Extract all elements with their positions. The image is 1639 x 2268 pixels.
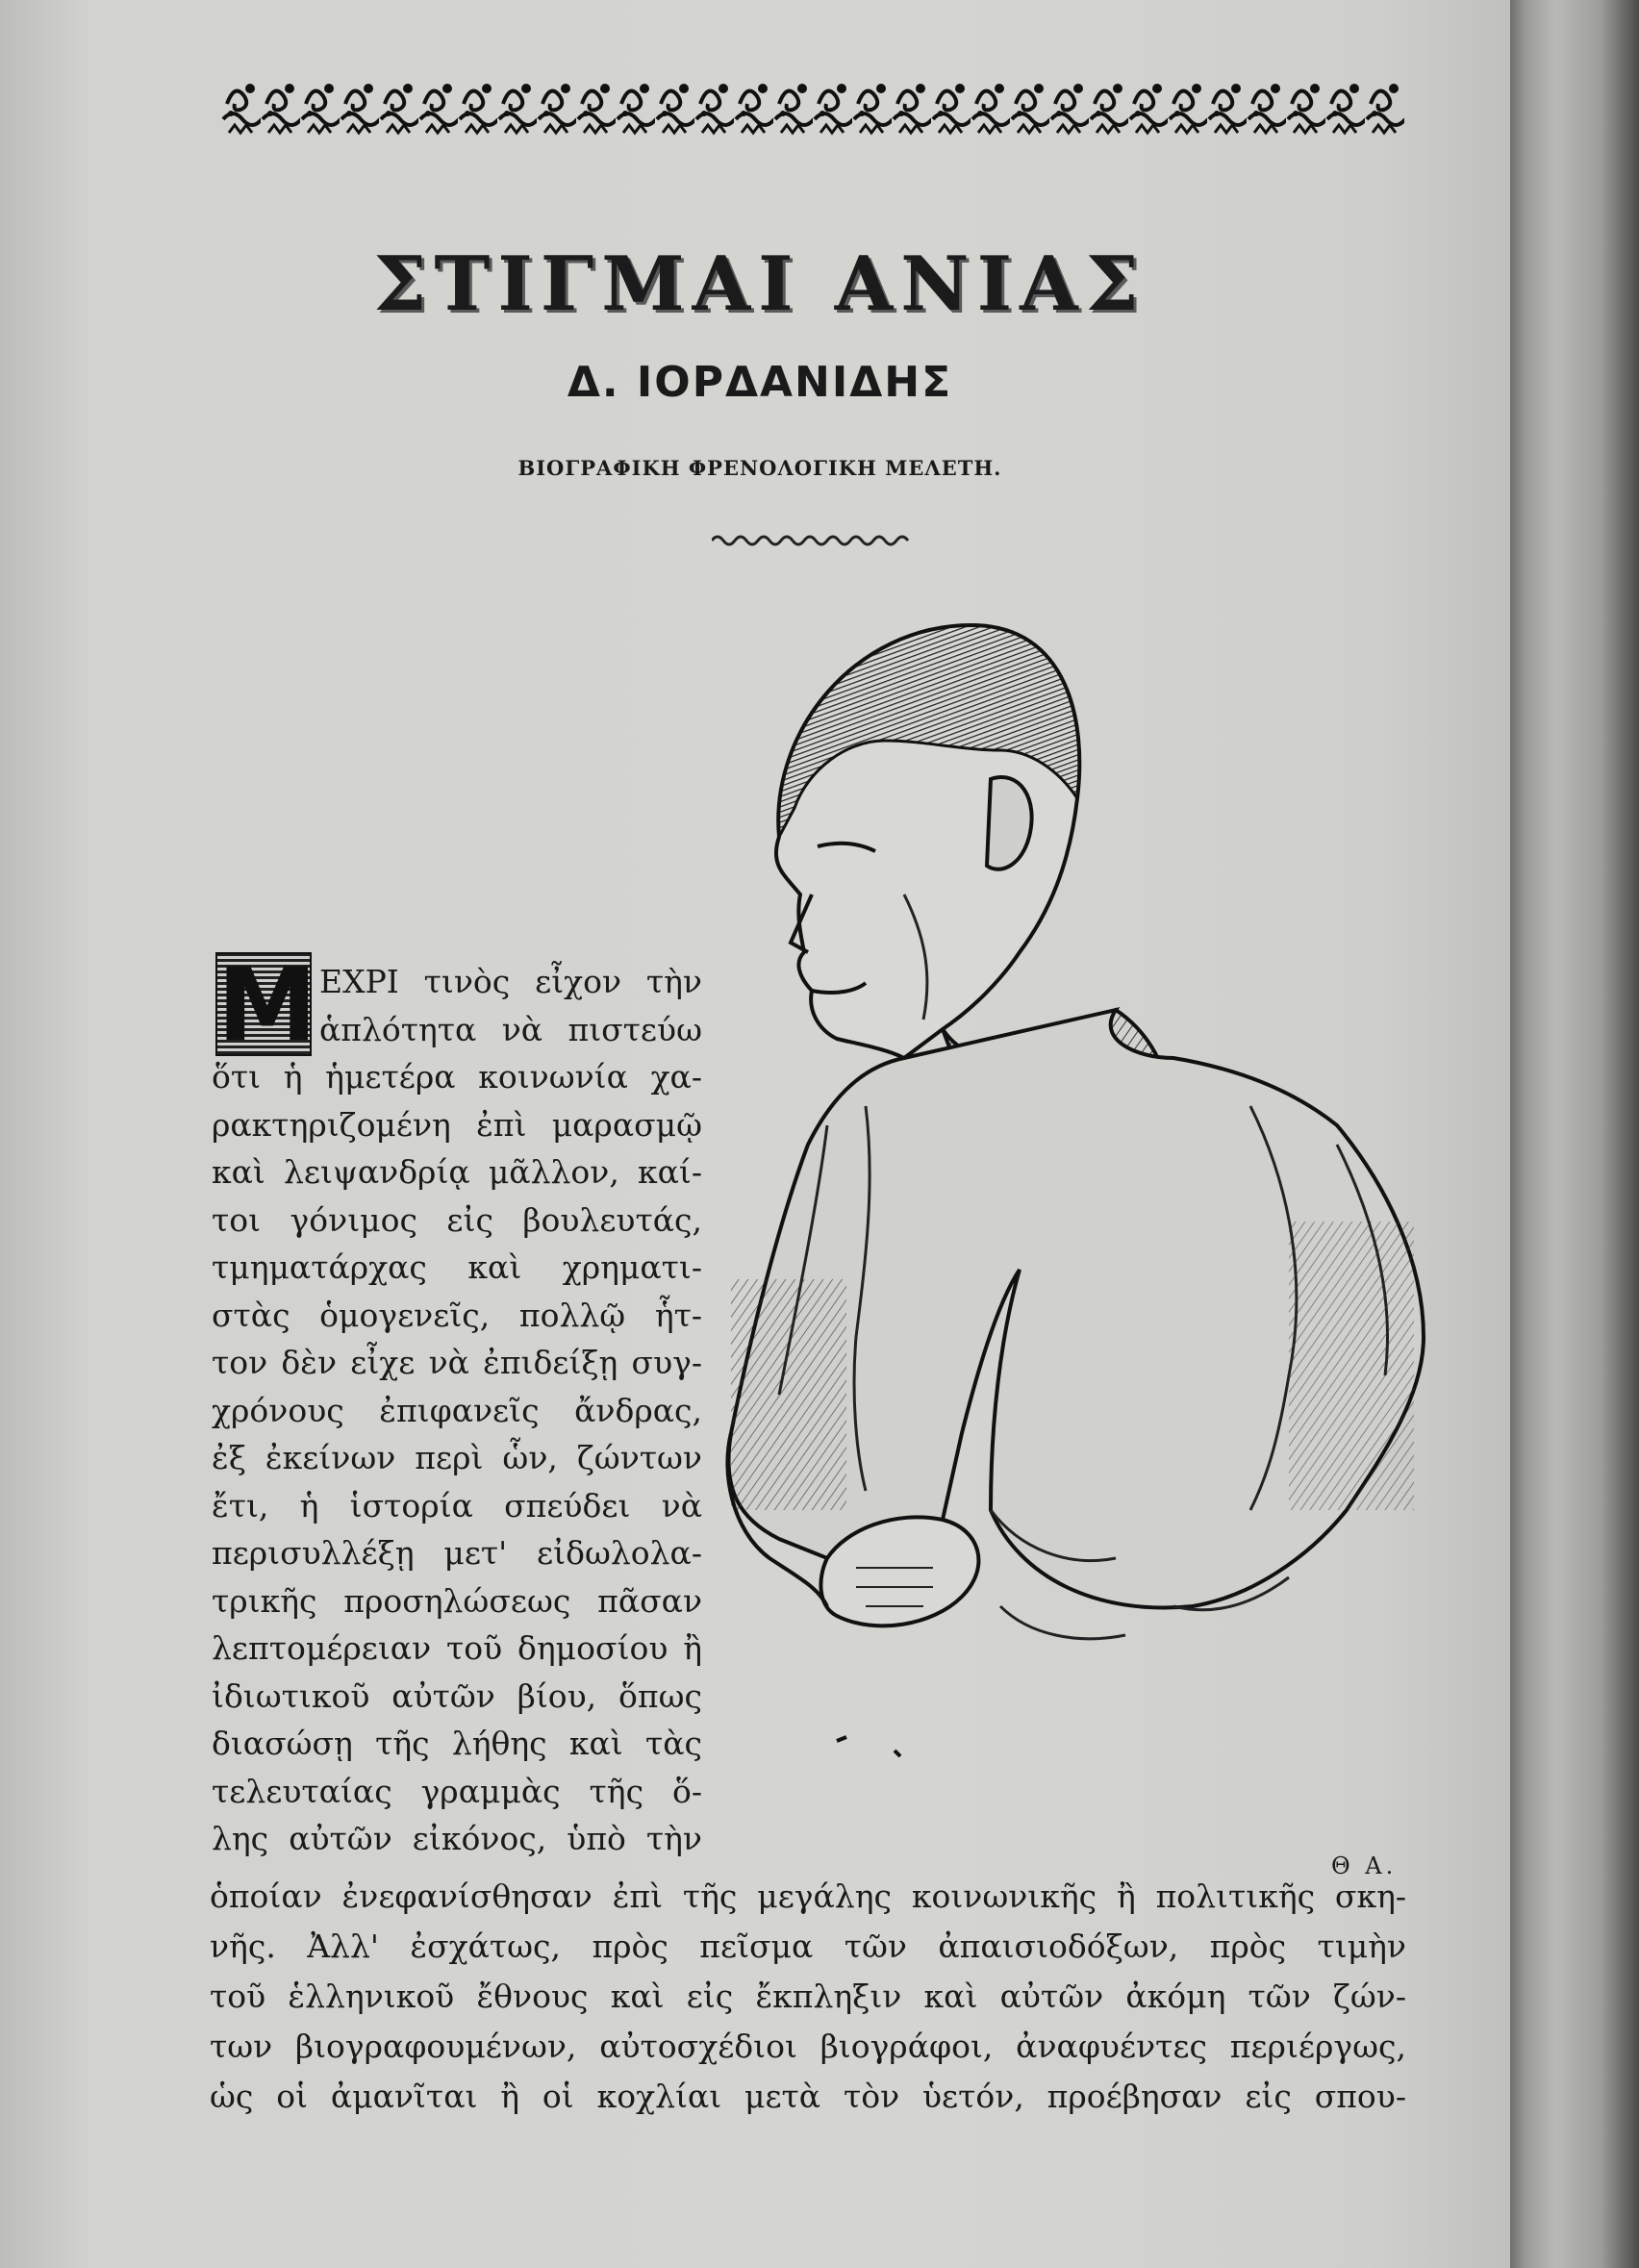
text-line: ὅτι ἡ ἡμετέρα κοινωνία χα- <box>212 1058 702 1096</box>
drop-cap: Μ <box>217 946 317 1064</box>
text-line: τοῦ ἑλληνικοῦ ἔθνους καὶ εἰς ἔκπληξιν καὶ αὐτῶν ἀκόμη τῶν ζών- <box>210 1978 1406 2015</box>
text-line: των βιογραφουμένων, αὐτοσχέδιοι βιογράφοι, ἀναφυέντες περιέργως, <box>210 2028 1406 2065</box>
author-name: Δ. ΙΟΡΔΑΝΙΔΗΣ <box>567 358 953 407</box>
text-line: τελευταίας γραμμὰς τῆς ὅ- <box>212 1772 702 1810</box>
decorative-squiggle <box>712 531 914 550</box>
text-line: τρικῆς προσηλώσεως πᾶσαν <box>212 1581 702 1620</box>
text-line: στὰς ὁμογενεῖς, πολλῷ ἧτ- <box>212 1296 702 1334</box>
text-line: καὶ λειψανδρίᾳ μᾶλλον, καί- <box>212 1153 702 1191</box>
text-line: ἐξ ἐκείνων περὶ ὧν, ζώντων <box>212 1439 702 1476</box>
text-line: περισυλλέξῃ μετ' εἰδωλολα- <box>212 1534 702 1572</box>
text-line: τον δὲν εἶχε νὰ ἐπιδείξῃ συγ- <box>212 1344 702 1381</box>
ornamental-border <box>221 75 1404 142</box>
text-line: ὡς οἱ ἀμανῖται ἢ οἱ κοχλίαι μετὰ τὸν ὑετόν, προέβησαν εἰς σπου- <box>210 2078 1406 2115</box>
text-line: χρόνους ἐπιφανεῖς ἄνδρας, <box>212 1391 702 1429</box>
text-line: ὁποίαν ἐνεφανίσθησαν ἐπὶ τῆς μεγάλης κοινωνικῆς ἢ πολιτικῆς σκη- <box>210 1877 1406 1915</box>
illustrator-signature: Θ Α. <box>1331 1852 1398 1879</box>
text-line: ρακτηριζομένη ἐπὶ μαρασμῷ <box>212 1105 702 1144</box>
text-line: λης αὐτῶν εἰκόνος, ὑπὸ τὴν <box>212 1820 702 1857</box>
text-line: νῆς. Ἀλλ' ἐσχάτως, πρὸς πεῖσμα τῶν ἀπαισιοδόξων, πρὸς τιμὴν <box>210 1928 1406 1965</box>
text-line: ἁπλότητα νὰ πιστεύω <box>319 1010 702 1048</box>
book-gutter <box>1510 0 1639 2268</box>
article-body-narrow <box>212 958 702 1863</box>
text-line: ΕΧΡΙ τινὸς εἶχον τὴν <box>319 963 702 1000</box>
text-line: ἰδιωτικοῦ αὐτῶν βίου, ὅπως <box>212 1676 702 1715</box>
article-body-wide <box>210 1872 1406 2122</box>
text-line: τοι γόνιμος εἰς βουλευτάς, <box>212 1200 702 1239</box>
article-subtitle: ΒΙΟΓΡΑΦΙΚΗ ΦΡΕΝΟΛΟΓΙΚΗ ΜΕΛΕΤΗ. <box>517 456 1002 480</box>
article-title: ΣΤΙΓΜΑΙ ΑΝΙΑΣ <box>373 240 1147 328</box>
text-line: διασώσῃ τῆς λήθης καὶ τὰς <box>212 1725 702 1762</box>
text-line: τμηματάρχας καὶ χρηματι- <box>212 1248 702 1286</box>
text-line: λεπτομέρειαν τοῦ δημοσίου ἢ <box>212 1629 702 1667</box>
portrait-illustration <box>712 606 1443 1876</box>
text-line: ἔτι, ἡ ἱστορία σπεύδει νὰ <box>212 1486 702 1525</box>
